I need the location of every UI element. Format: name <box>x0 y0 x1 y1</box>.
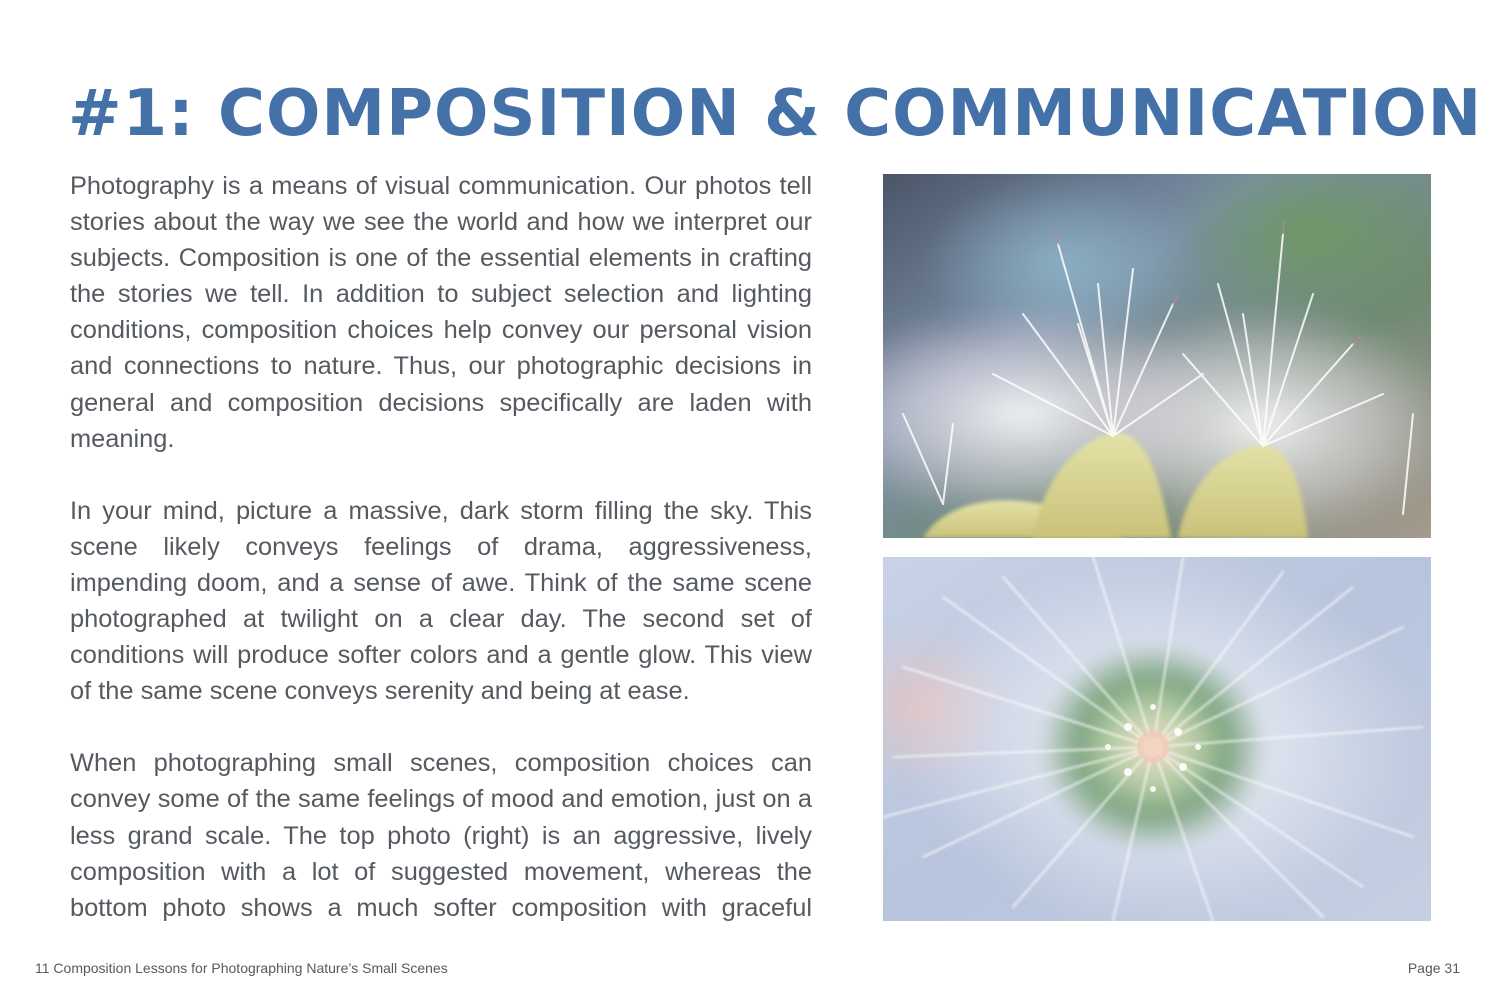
footer-book-title: 11 Composition Lessons for Photographing Nature’s Small Scenes <box>35 960 448 976</box>
page-title: #1: COMPOSITION & COMMUNICATION <box>68 77 1483 151</box>
photo-cactus-top-view <box>883 557 1431 921</box>
paragraph-3: When photographing small scenes, composition choices can convey some of the same feelings of mood and emotion, just on a less grand scale. The top photo (right) is an aggressive, lively composition with a lot of suggested movement, whereas the bottom photo shows a much softer composition with graceful <box>70 749 812 922</box>
paragraph-1: Photography is a means of visual communication. Our photos tell stories about the way we see the world and how we interpret our subjects. Composition is one of the essential elements in crafting the stories we tell. In addition to subject selection and lighting conditions, composition choices help convey our personal vision and connections to nature. Thus, our photographic decisions in general and composition decisions specifically are laden with meaning. <box>70 172 812 453</box>
paragraph-2: In your mind, picture a massive, dark storm filling the sky. This scene likely conveys feelings of drama, aggressiveness, impending doom, and a sense of awe. Think of the same scene photographed at twilight on a clear day. The second set of conditions will produce softer colors and a gentle glow. This view of the same scene conveys serenity and being at ease. <box>70 496 812 706</box>
body-text <box>70 168 812 962</box>
footer-page-number: Page 31 <box>1407 960 1460 976</box>
photo-cactus-spines-side-view <box>883 174 1431 538</box>
